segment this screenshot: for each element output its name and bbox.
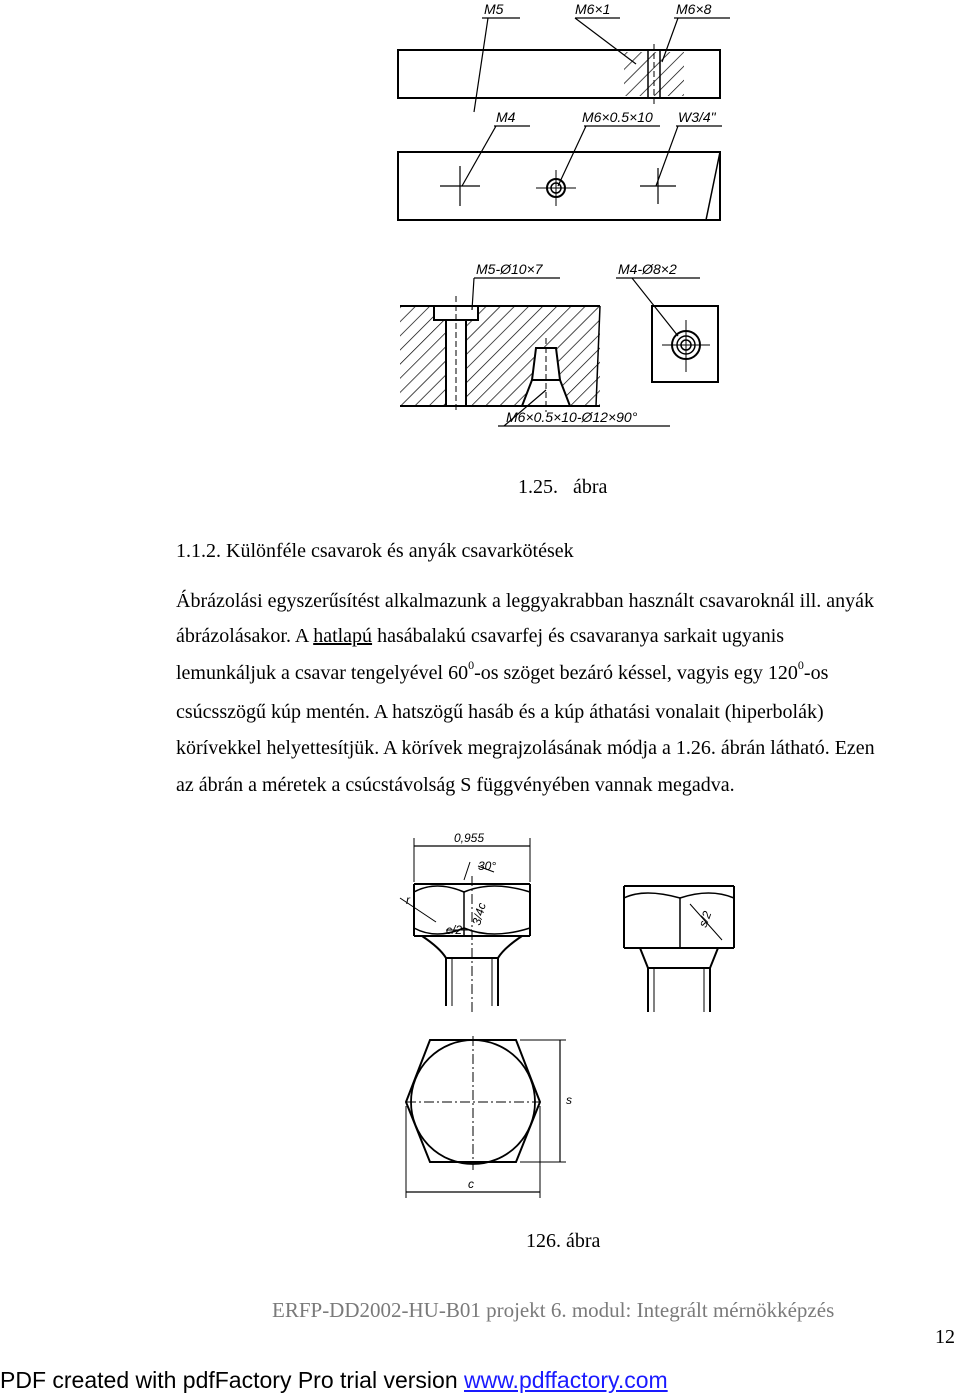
section-block [400,306,600,406]
label-m4: M4 [496,109,516,125]
label-m6x8: M6×8 [676,1,712,17]
label-0955: 0,955 [454,831,485,845]
label-w34: W3/4" [678,109,716,125]
para-line-6: az ábrán a méretek a csúcstávolság S függvényében vannak megadva. [176,774,735,796]
underlined-word: hatlapú [313,625,373,647]
label-m4d8x2: M4-Ø8×2 [618,261,677,277]
page-number: 12 [935,1326,955,1348]
pdffactory-watermark [0,1367,668,1394]
para-line-3-c: -os [803,662,829,684]
footer-project: ERFP-DD2002-HU-B01 projekt 6. modul: Integrált mérnökképzés [272,1298,835,1322]
para-line-2-b: hasábalakú csavarfej és csavaranya sarkait ugyanis [372,625,785,647]
para-line-2 [176,625,784,648]
body-paragraph [176,590,956,810]
figure-1-25-caption: 1.25. ábra [518,476,608,498]
label-r: r [406,893,410,907]
label-30deg: 30° [478,859,497,873]
label-m5d10x7: M5-Ø10×7 [476,261,543,277]
label-s: s [566,1093,572,1107]
square-view [652,306,718,382]
label-m6x05x10: M6×0.5×10 [582,109,653,125]
label-m6d12: M6×0.5×10-Ø12×90° [506,409,638,425]
label-m6x1: M6×1 [575,1,611,17]
para-line-3-b: -os szöget bezáró késsel, vagyis egy 120 [474,662,798,684]
label-m5: M5 [484,1,504,17]
para-line-2-a: ábrázolásakor. A [176,625,314,647]
figure-1-26-caption: 126. ábra [526,1230,601,1252]
para-line-3 [176,658,829,685]
figure-1-25-drawing [0,0,960,440]
para-line-1: Ábrázolási egyszerűsítést alkalmazunk a leggyakrabban használt csavaroknál ill. anyák [176,590,875,612]
para-line-3-a: lemunkáljuk a csavar tengelyével 60 [176,662,469,684]
section-heading: 1.1.2. Különféle csavarok és anyák csavarkötések [176,540,574,562]
label-3ac: 3/4c [469,901,489,927]
watermark-text: PDF created with pdfFactory Pro trial version [0,1367,464,1393]
watermark-link[interactable]: www.pdffactory.com [464,1367,668,1393]
para-line-5: körívekkel helyettesítjük. A körívek megrajzolásának módja a 1.26. ábrán látható. Ezen [176,737,875,759]
degree-sup-2: 0 [797,658,804,672]
degree-sup-1: 0 [468,658,475,672]
para-line-4: csúcsszögű kúp mentén. A hatszögű hasáb és a kúp áthatási vonalait (hiperbolák) [176,701,824,723]
label-s2: s/2 [695,909,715,930]
label-c2: c/2 [446,923,463,937]
figure-1-26-drawing [0,820,960,1240]
label-c: c [468,1177,474,1191]
